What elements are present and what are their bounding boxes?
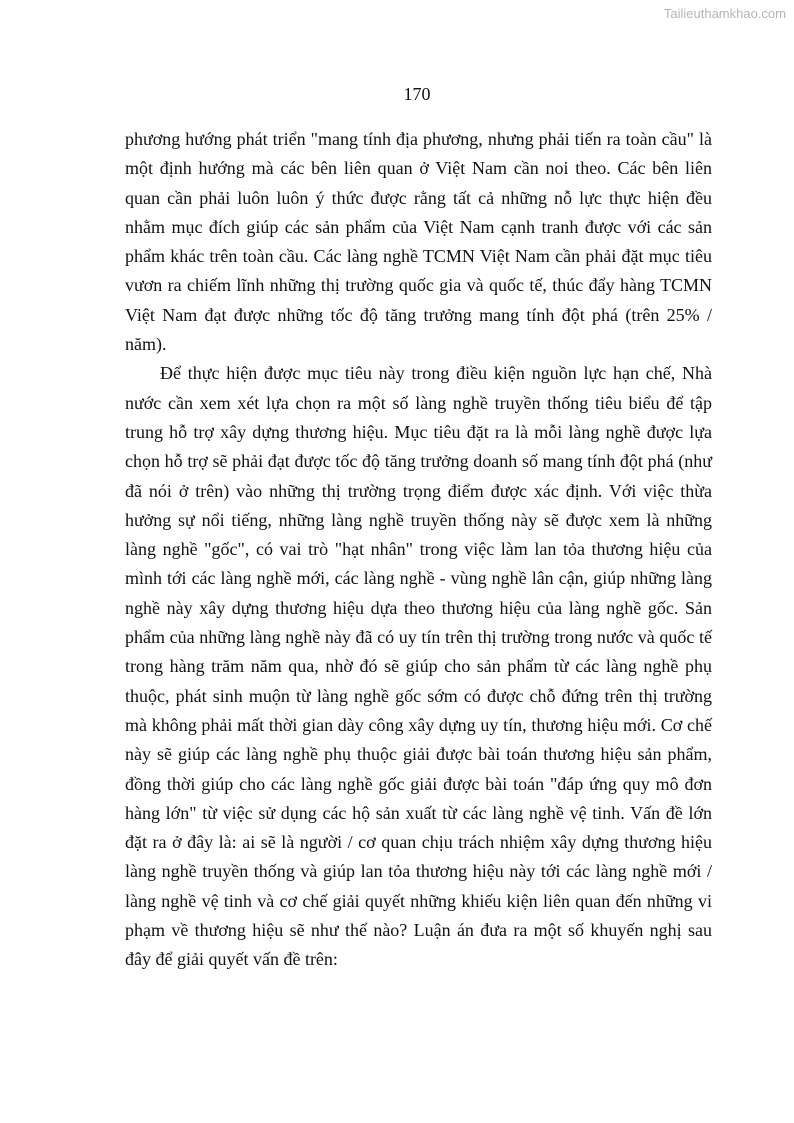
paragraph-main: Để thực hiện được mục tiêu này trong điều kiện nguồn lực hạn chế, Nhà nước cần xem xét lựa chọn ra một số làng nghề truyền thống tiêu biểu để tập trung hỗ trợ xây dựng thương hiệu. Mục tiêu đặt ra là mỗi làng nghề được lựa chọn hỗ trợ sẽ phải đạt được tốc độ tăng trưởng doanh số mang tính đột phá (như đã nói ở trên) vào những thị trường trọng điểm được xác định. Với việc thừa hưởng sự nổi tiếng, những làng nghề truyền thống này sẽ được xem là những làng nghề "gốc", có vai trò "hạt nhân" trong việc làm lan tỏa thương hiệu của mình tới các làng nghề mới, các làng nghề - vùng nghề lân cận, giúp những làng nghề này xây dựng thương hiệu dựa theo thương hiệu của làng nghề gốc. Sản phẩm của những làng nghề này đã có uy tín trên thị trường trong nước và quốc tế trong hàng trăm năm qua, nhờ đó sẽ giúp cho sản phẩm từ các làng nghề phụ thuộc, phát sinh muộn từ làng nghề gốc sớm có được chỗ đứng trên thị trường mà không phải mất thời gian dày công xây dựng uy tín, thương hiệu mới. Cơ chế này sẽ giúp các làng nghề phụ thuộc giải được bài toán thương hiệu sản phẩm, đồng thời giúp cho các làng nghề gốc giải được bài toán "đáp ứng quy mô đơn hàng lớn" từ việc sử dụng các hộ sản xuất từ các làng nghề vệ tinh. Vấn đề lớn đặt ra ở đây là: ai sẽ là người / cơ quan chịu trách nhiệm xây dựng thương hiệu làng nghề truyền thống và giúp lan tỏa thương hiệu này tới các làng nghề mới / làng nghề vệ tinh và cơ chế giải quyết những khiếu kiện liên quan đến những vi phạm về thương hiệu sẽ như thế nào? Luận án đưa ra một số khuyến nghị sau đây để giải quyết vấn đề trên: [125, 363, 712, 970]
body-text [125, 125, 712, 975]
watermark: Tailieuthamkhao.com [663, 6, 786, 21]
page-number: 170 [403, 84, 431, 104]
paragraph-continuation: phương hướng phát triển "mang tính địa phương, nhưng phải tiến ra toàn cầu" là một định hướng mà các bên liên quan ở Việt Nam cần noi theo. Các bên liên quan cần phải luôn luôn ý thức được rằng tất cả những nỗ lực thực hiện đều nhằm mục đích giúp các sản phẩm của Việt Nam cạnh tranh được với các sản phẩm khác trên toàn cầu. Các làng nghề TCMN Việt Nam cần phải đặt mục tiêu vươn ra chiếm lĩnh những thị trường quốc gia và quốc tế, thúc đẩy hàng TCMN Việt Nam đạt được những tốc độ tăng trưởng mang tính đột phá (trên 25% / năm). [125, 129, 712, 355]
